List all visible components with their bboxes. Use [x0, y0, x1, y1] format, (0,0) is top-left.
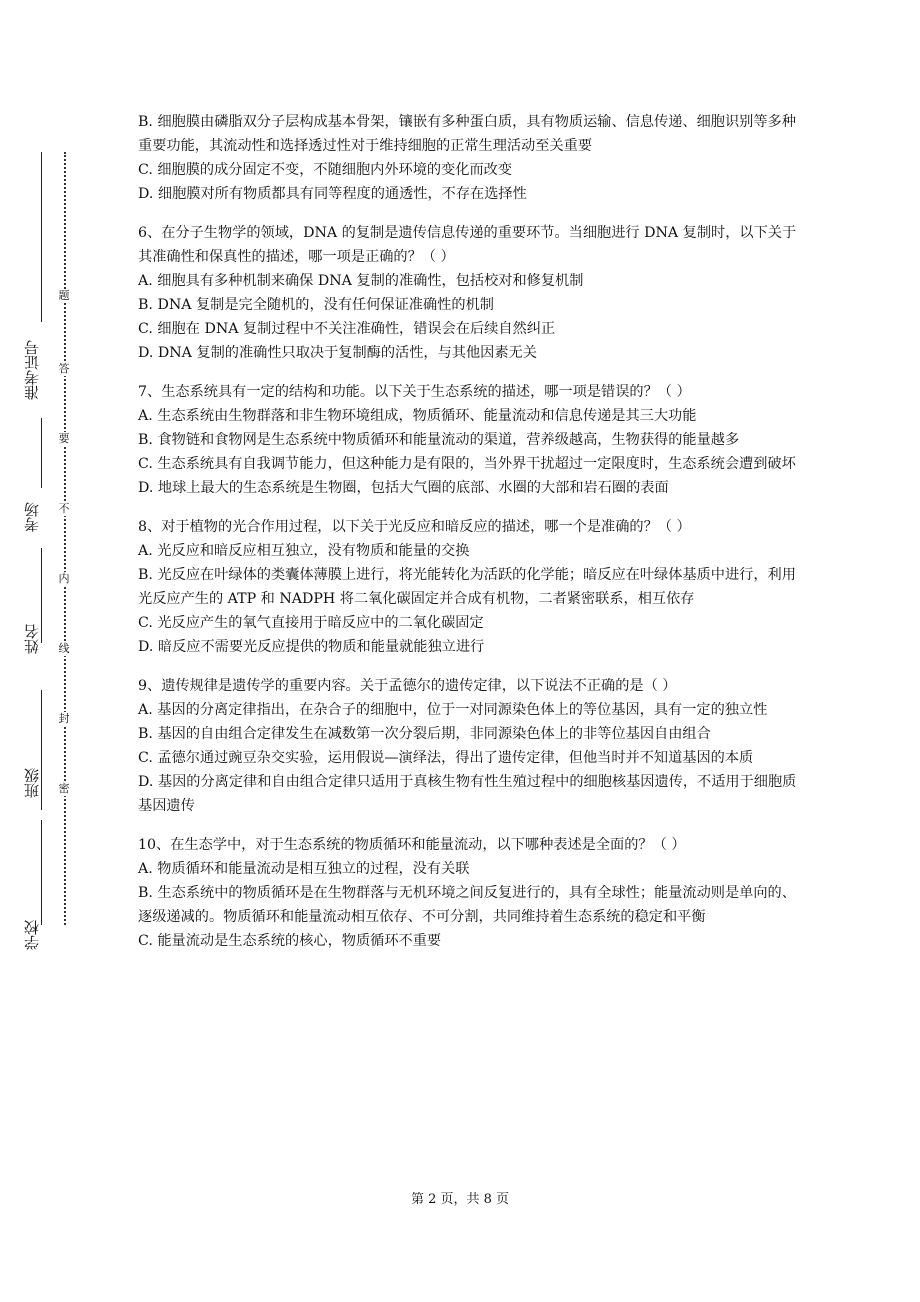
option-a: A. 细胞具有多种机制来确保 DNA 复制的准确性，包括校对和修复机制: [138, 273, 584, 289]
option-b: B. DNA 复制是完全随机的，没有任何保证准确性的机制: [138, 297, 494, 313]
option-c: C. 生态系统具有自我调节能力，但这种能力是有限的，当外界干扰超过一定限度时，生态系统会遭到破坏: [138, 456, 796, 472]
label-school: 学校: [23, 920, 41, 950]
option-c: C. 能量流动是生态系统的核心，物质循环不重要: [138, 933, 442, 949]
seal-word: 要: [56, 432, 72, 446]
option-a: A. 光反应和暗反应相互独立，没有物质和能量的交换: [138, 543, 470, 559]
question-stem: 6、在分子生物学的领域，DNA 的复制是遗传信息传递的重要环节。当细胞进行 DNA 复制时，以下关于其准确性和保真性的描述，哪一项是正确的？（ ）: [138, 225, 797, 265]
option-c: C. 光反应产生的氧气直接用于暗反应中的二氧化碳固定: [138, 615, 484, 631]
seal-word: 内: [56, 572, 72, 586]
label-name: 姓名: [23, 624, 41, 654]
seal-word: 答: [56, 362, 72, 376]
seal-word: 不: [56, 502, 72, 516]
label-exam-number: 准考证号: [23, 340, 41, 400]
option-a: A. 生态系统由生物群落和非生物环境组成，物质循环、能量流动和信息传递是其三大功能: [138, 408, 697, 424]
question-stem: 7、生态系统具有一定的结构和功能。以下关于生态系统的描述，哪一项是错误的？（ ）: [138, 384, 691, 400]
question-7: [138, 380, 798, 500]
line-exam-number[interactable]: [41, 152, 42, 322]
question-8: [138, 515, 798, 659]
question-9: [138, 674, 798, 818]
option-d: D. 基因的分离定律和自由组合定律只适用于真核生物有性生殖过程中的细胞核基因遗传，不适用于细胞质基因遗传: [138, 774, 797, 814]
option-b: B. 细胞膜由磷脂双分子层构成基本骨架，镶嵌有多种蛋白质，具有物质运输、信息传递、细胞识别等多种重要功能，其流动性和选择透过性对于维持细胞的正常生理活动至关重要: [138, 114, 796, 154]
seal-word: 线: [56, 642, 72, 656]
option-c: C. 细胞膜的成分固定不变，不随细胞内外环境的变化而改变: [138, 162, 513, 178]
option-b: B. 食物链和食物网是生态系统中物质循环和能量流动的渠道，营养级越高，生物获得的能量越多: [138, 432, 740, 448]
option-d: D. 地球上最大的生态系统是生物圈，包括大气圈的底部、水圈的大部和岩石圈的表面: [138, 480, 669, 496]
question-stem: 10、在生态学中，对于生态系统的物质循环和能量流动，以下哪种表述是全面的？（ ）: [138, 837, 686, 853]
question-content: [138, 110, 798, 968]
option-d: D. 暗反应不需要光反应提供的物质和能量就能独立进行: [138, 639, 485, 655]
question-6: [138, 221, 798, 365]
question-stem: 9、遗传规律是遗传学的重要内容。关于孟德尔的遗传定律，以下说法不正确的是（ ）: [138, 678, 677, 694]
option-a: A. 物质循环和能量流动是相互独立的过程，没有关联: [138, 861, 470, 877]
option-c: C. 孟德尔通过豌豆杂交实验，运用假说—演绎法，得出了遗传定律，但他当时并不知道基因的本质: [138, 750, 754, 766]
option-b: B. 光反应在叶绿体的类囊体薄膜上进行，将光能转化为活跃的化学能；暗反应在叶绿体基质中进行，利用光反应产生的 ATP 和 NADPH 将二氧化碳固定并合成有机物，二者紧密联系，相互依存: [138, 567, 796, 607]
seal-word: 题: [56, 289, 72, 303]
page-footer: 第 2 页，共 8 页: [410, 1192, 510, 1207]
question-5-tail: [138, 110, 798, 206]
option-c: C. 细胞在 DNA 复制过程中不关注准确性，错误会在后续自然纠正: [138, 321, 556, 337]
option-b: B. 基因的自由组合定律发生在减数第一次分裂后期，非同源染色体上的非等位基因自由组合: [138, 726, 711, 742]
option-d: D. DNA 复制的准确性只取决于复制酶的活性，与其他因素无关: [138, 345, 537, 361]
question-stem: 8、对于植物的光合作用过程，以下关于光反应和暗反应的描述，哪一个是准确的？（ ）: [138, 519, 691, 535]
option-b: B. 生态系统中的物质循环是在生物群落与无机环境之间反复进行的，具有全球性；能量流动则是单向的、逐级递减的。物质循环和能量流动相互依存、不可分割，共同维持着生态系统的稳定和平衡: [138, 885, 796, 925]
seal-word: 封: [56, 712, 72, 726]
label-class: 班级: [23, 768, 41, 798]
question-10: [138, 833, 798, 953]
option-d: D. 细胞膜对所有物质都具有同等程度的通透性，不存在选择性: [138, 186, 527, 202]
label-exam-room: 考场: [23, 502, 41, 532]
binding-margin: [0, 0, 110, 1302]
line-exam-room[interactable]: [41, 418, 42, 488]
seal-dotted-line: [64, 152, 66, 925]
seal-word: 密: [56, 782, 72, 796]
option-a: A. 基因的分离定律指出，在杂合子的细胞中，位于一对同源染色体上的等位基因，具有一定的独立性: [138, 702, 768, 718]
